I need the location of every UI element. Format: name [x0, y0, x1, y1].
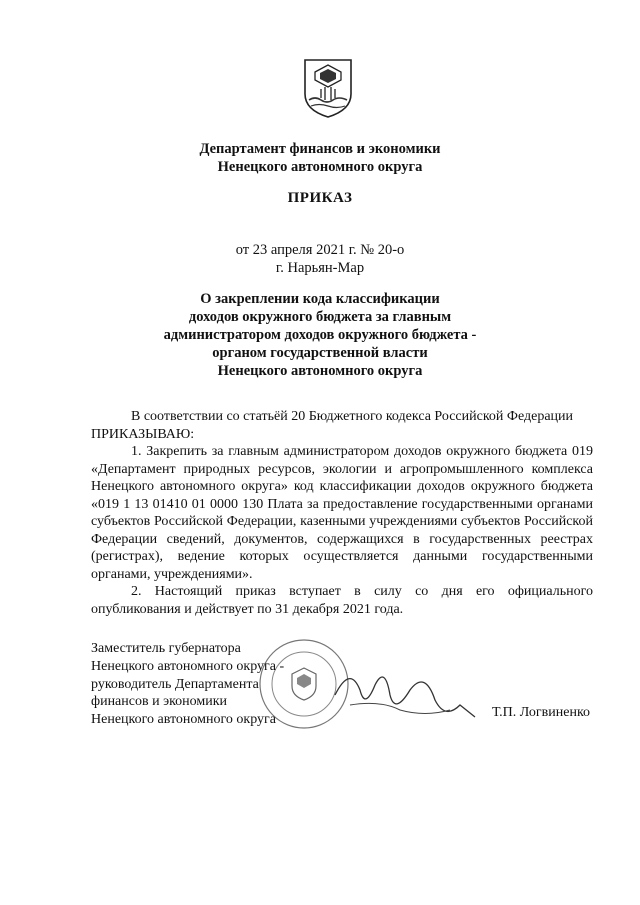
- document-date-block: [0, 241, 640, 277]
- department-name: Департамент финансов и экономики Ненецкого автономного округа: [199, 141, 441, 175]
- document-body: [91, 408, 593, 618]
- handwritten-signature: [330, 655, 480, 735]
- preamble: В соответствии со статьёй 20 Бюджетного кодекса Российской Федерации: [131, 409, 574, 424]
- document-subject: О закреплении кода классификации доходов окружного бюджета за главным администратором доходов окружного бюджета - органом государственной власти Ненецкого автономного округа: [163, 291, 477, 379]
- order-item-1: 1. Закрепить за главным администратором доходов окружного бюджета 019 «Департамент природных ресурсов, экологии и агропромышленного комплекса Ненецкого автономного округа» код классификации доходов окружного бюджета «019 1 13 01410 01 0000 130 Плата за предоставление государственными органами субъектов Российской Федерации, казенными учреждениями субъектов Российской Федерации сведений, документов, содержащихся в государственных реестрах (регистрах), ведение которых осуществляется данными государственными органами, учреждениями».: [91, 444, 593, 582]
- order-word: ПРИКАЗЫВАЮ:: [91, 426, 195, 442]
- document-date: от 23 апреля 2021 г. № 20-о: [235, 242, 405, 258]
- coat-of-arms-icon: [301, 56, 355, 120]
- document-place: г. Нарьян-Мар: [275, 260, 365, 276]
- signatory-title: Заместитель губернатора Ненецкого автономного округа - руководитель Департамента финансов и экономики Ненецкого автономного округа: [91, 641, 285, 728]
- signatory-name: Т.П. Логвиненко: [492, 705, 591, 720]
- document-type: ПРИКАЗ: [287, 190, 353, 206]
- order-item-2: 2. Настоящий приказ вступает в силу со дня его официального опубликования и действует по 31 декабря 2021 года.: [91, 584, 593, 617]
